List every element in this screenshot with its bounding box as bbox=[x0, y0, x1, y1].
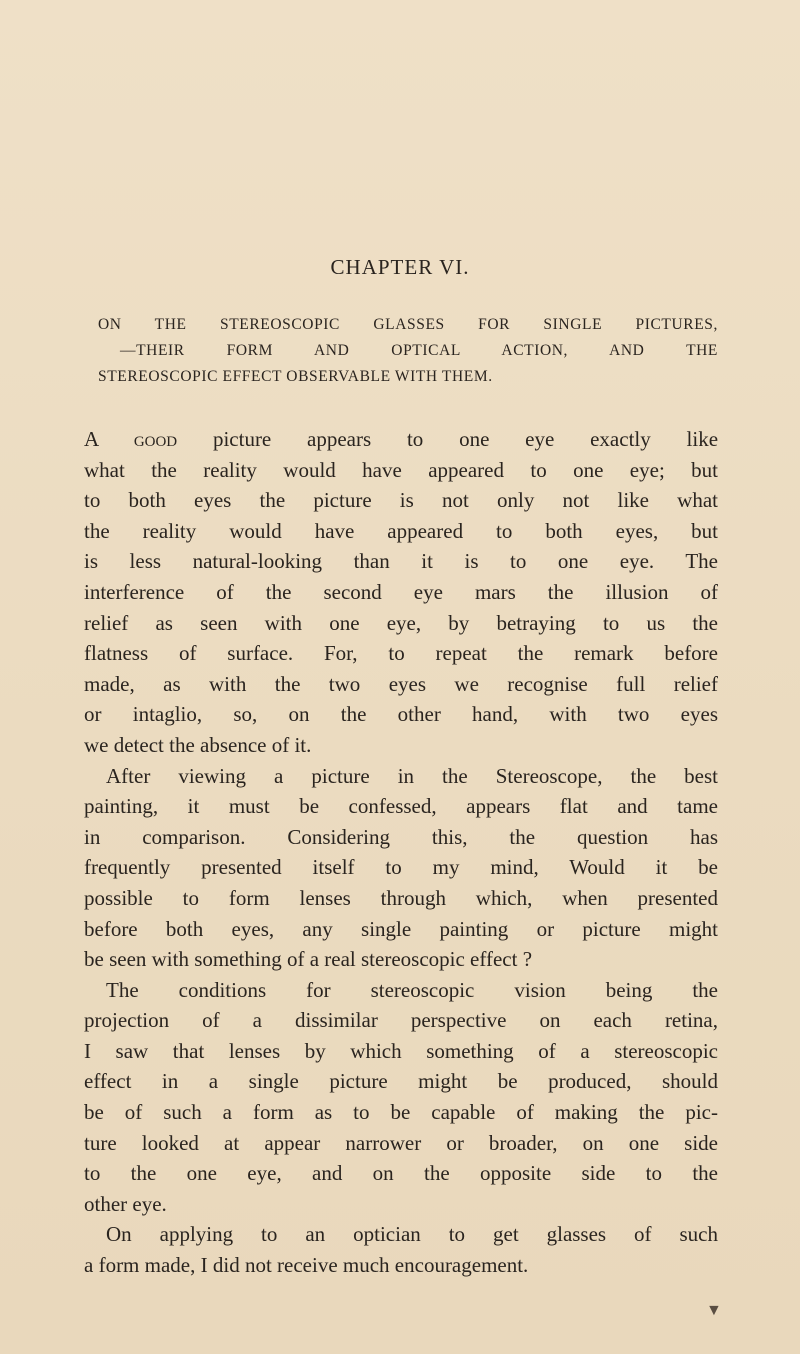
paragraph-line: other eye. bbox=[84, 1191, 167, 1216]
paragraph bbox=[84, 761, 718, 975]
paragraph-line: to both eyes the picture is not only not like what bbox=[84, 488, 718, 513]
subtitle-line: ON THE STEREOSCOPIC GLASSES FOR SINGLE PICTURES, bbox=[98, 316, 718, 333]
paragraph-line: made, as with the two eyes we recognise full relief bbox=[84, 671, 718, 696]
paragraph bbox=[84, 975, 718, 1220]
paragraph-line: On applying to an optician to get glasses of such bbox=[106, 1222, 718, 1247]
subtitle-line: —THEIR FORM AND OPTICAL ACTION, AND THE bbox=[120, 342, 718, 359]
paragraph-line: the reality would have appeared to both eyes, but bbox=[84, 518, 718, 543]
first-word: good bbox=[133, 427, 178, 451]
paragraph-line: The conditions for stereoscopic vision being the bbox=[106, 977, 718, 1002]
paragraph-line: or intaglio, so, on the other hand, with two eyes bbox=[84, 702, 718, 727]
paragraph-line: After viewing a picture in the Stereoscope, the best bbox=[106, 763, 718, 788]
subtitle-line: STEREOSCOPIC EFFECT OBSERVABLE WITH THEM. bbox=[98, 368, 493, 385]
paragraph-line: what the reality would have appeared to one eye; but bbox=[84, 457, 718, 482]
paragraph-line: to the one eye, and on the opposite side to the bbox=[84, 1161, 718, 1186]
paragraph-line: I saw that lenses by which something of a stereoscopic bbox=[84, 1038, 718, 1063]
paragraph-line bbox=[84, 424, 718, 455]
paragraph-line: a form made, I did not receive much encouragement. bbox=[84, 1253, 529, 1278]
paragraph-line: we detect the absence of it. bbox=[84, 732, 312, 757]
paragraph-line: is less natural-looking than it is to one eye. The bbox=[84, 549, 718, 574]
paragraph-line: be of such a form as to be capable of making the pic- bbox=[84, 1100, 718, 1125]
paragraph bbox=[84, 1219, 718, 1280]
paragraph-line: relief as seen with one eye, by betraying to us the bbox=[84, 610, 718, 635]
paragraph-line: interference of the second eye mars the illusion of bbox=[84, 579, 718, 604]
paragraph-line: projection of a dissimilar perspective on each retina, bbox=[84, 1008, 718, 1033]
chapter-title: CHAPTER VI. bbox=[330, 255, 470, 279]
first-line-rest: picture appears to one eye exactly like bbox=[212, 427, 719, 451]
paragraph-line: before both eyes, any single painting or picture might bbox=[84, 916, 718, 941]
paragraph-line: effect in a single picture might be produced, should bbox=[84, 1069, 718, 1094]
paragraph-line: in comparison. Considering this, the question has bbox=[84, 824, 718, 849]
paragraph-line: flatness of surface. For, to repeat the remark before bbox=[84, 641, 718, 666]
paragraph-line: frequently presented itself to my mind, Would it be bbox=[84, 855, 718, 880]
paragraph-line: ture looked at appear narrower or broader, on one side bbox=[84, 1130, 718, 1155]
paragraph-line: be seen with something of a real stereoscopic effect ? bbox=[84, 947, 533, 972]
paragraph-line: possible to form lenses through which, when presented bbox=[84, 885, 718, 910]
chapter-body bbox=[84, 424, 718, 1281]
dropcap: A bbox=[84, 427, 99, 451]
paragraph-line: painting, it must be confessed, appears flat and tame bbox=[84, 794, 718, 819]
paragraph bbox=[84, 424, 718, 761]
printer-mark: ▼ bbox=[706, 1302, 722, 1319]
chapter-subtitle bbox=[98, 312, 718, 390]
